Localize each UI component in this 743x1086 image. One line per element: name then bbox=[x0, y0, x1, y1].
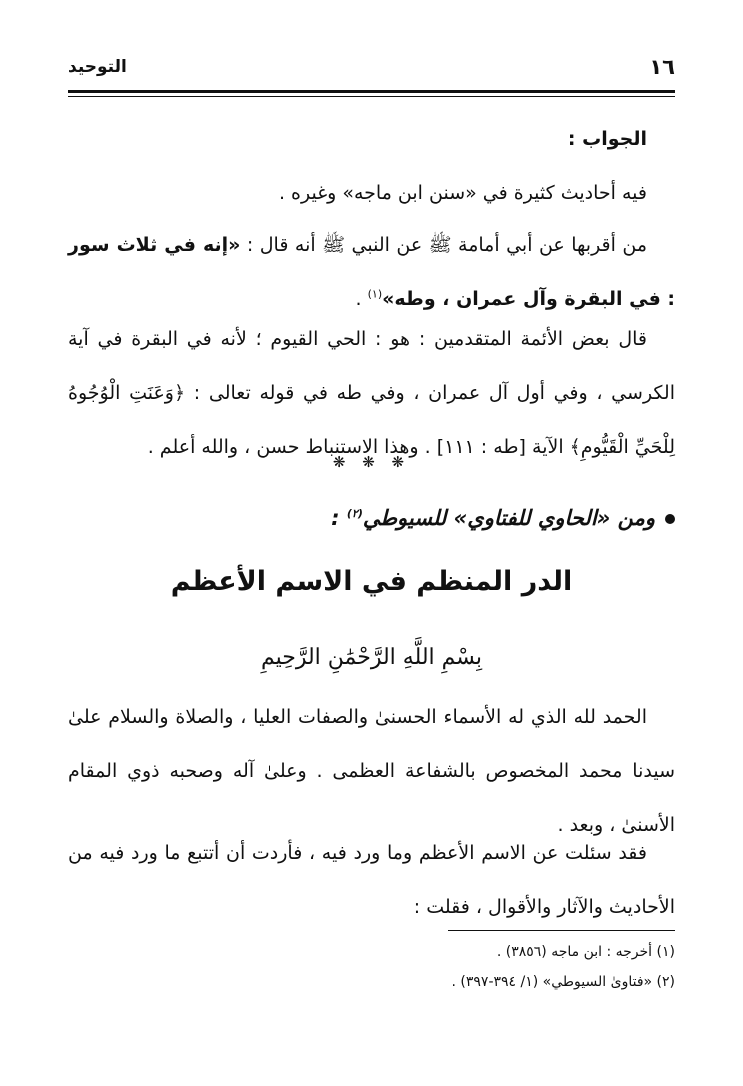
bullet-icon bbox=[665, 514, 675, 524]
hadith-intro: من أقربها عن أبي أمامة ﷺ عن النبي ﷺ أنه قال : bbox=[240, 234, 648, 256]
footnote-ref-1: (١) bbox=[367, 287, 383, 301]
source-colon: : bbox=[331, 506, 347, 530]
commentary-text: قال بعض الأئمة المتقدمين : هو : الحي القيوم ؛ لأنه في البقرة في آية الكرسي ، وفي أول آل عمران ، وفي طه في قوله تعالى : bbox=[68, 328, 675, 404]
treatise-title: الدر المنظم في الاسم الأعظم bbox=[170, 566, 573, 597]
header-rule-thick bbox=[68, 90, 675, 93]
body-paragraph-1: الحمد لله الذي له الأسماء الحسنىٰ والصفات العليا ، والصلاة والسلام علىٰ سيدنا محمد المخصوص بالشفاعة العظمى . وعلىٰ آله وصحبه ذوي المقام الأسنىٰ ، وبعد . bbox=[68, 706, 675, 836]
footnote-2: (٢) «فتاوىٰ السيوطي» (١/ ٣٩٤-٣٩٧) . bbox=[451, 974, 675, 990]
section-separator: ❋ ❋ ❋ bbox=[332, 453, 411, 471]
footnote-1: (١) أخرجه : ابن ماجه (٣٨٥٦) . bbox=[496, 944, 675, 960]
body-paragraph-2: فقد سئلت عن الاسم الأعظم وما ورد فيه ، فأردت أن أتتبع ما ورد فيه من الأحاديث والآثار والأقوال ، فقلت : bbox=[68, 842, 675, 918]
page-number: ١٦ bbox=[649, 55, 675, 79]
footnote-rule bbox=[448, 930, 675, 931]
source-title: ومن «الحاوي للفتاوي» للسيوطي bbox=[362, 506, 655, 530]
quran-verse: ﴿وَعَنَتِ الْوُجُوهُ لِلْحَيِّ الْقَيُّومِ﴾ bbox=[68, 382, 675, 458]
hadith-end: . bbox=[355, 288, 368, 310]
page-header bbox=[68, 52, 675, 82]
answer-label: الجواب : bbox=[567, 128, 647, 150]
hadith-paragraph bbox=[68, 218, 675, 326]
answer-section bbox=[68, 112, 675, 220]
running-title: التوحيد bbox=[68, 57, 127, 77]
header-rule-thin bbox=[68, 96, 675, 97]
source-line bbox=[68, 498, 675, 538]
commentary-paragraph bbox=[68, 312, 675, 474]
commentary-tail: الآية [طه : ١١١] . وهذا الاستنباط حسن ، والله أعلم . bbox=[147, 436, 570, 458]
answer-line: فيه أحاديث كثيرة في «سنن ابن ماجه» وغيره . bbox=[278, 182, 647, 204]
hadith-quote: «إنه في ثلاث سور : في البقرة وآل عمران ، وطه» bbox=[68, 234, 675, 310]
basmala: بِسْمِ اللَّهِ الرَّحْمَٰنِ الرَّحِيمِ bbox=[260, 645, 483, 670]
footnote-ref-2: (٢) bbox=[346, 507, 363, 520]
